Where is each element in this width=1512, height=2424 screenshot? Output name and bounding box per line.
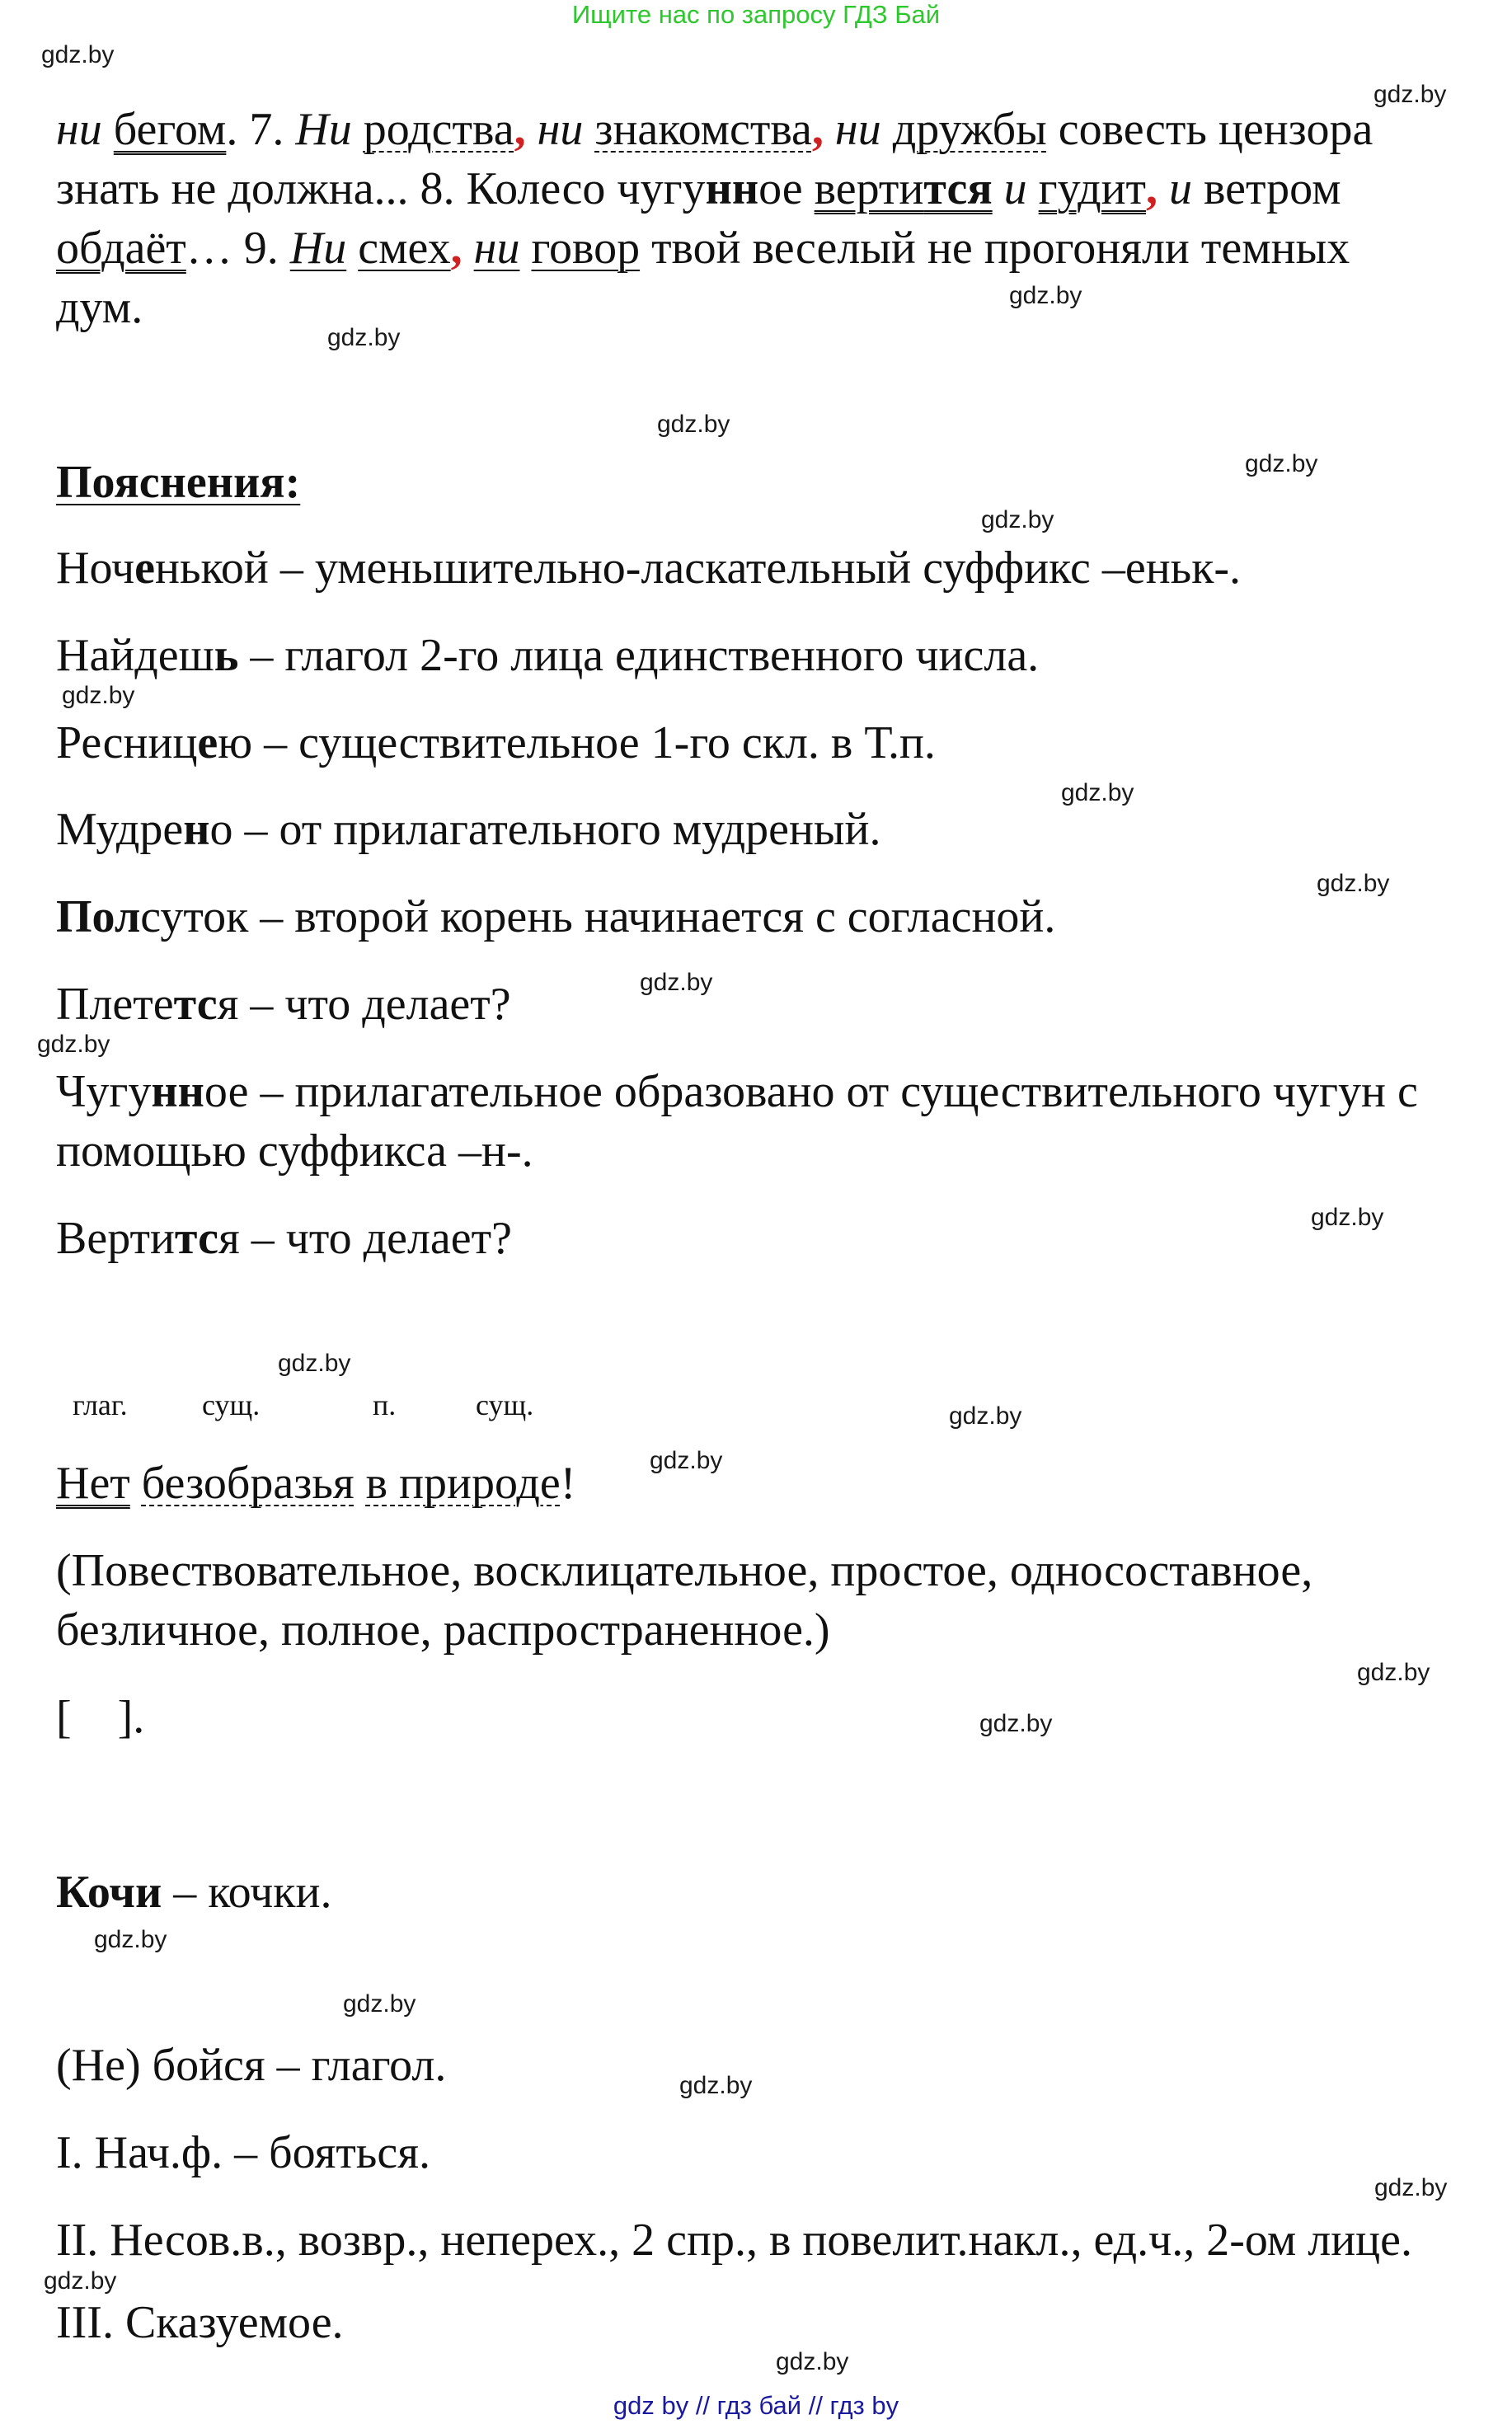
italic-word: ни	[537, 104, 584, 155]
morph-line: (Не) бойся – глагол.	[56, 2040, 447, 2091]
text-fragment: Найдеш	[56, 630, 214, 681]
text-fragment: … 9.	[185, 223, 290, 274]
text-fragment: Чугу	[56, 1066, 152, 1117]
bold-fragment: ь	[214, 630, 239, 681]
object-underlined: родства	[363, 104, 514, 155]
text-fragment: я – что делает?	[218, 1213, 512, 1264]
watermark: gdz.by	[278, 1350, 351, 1377]
pos-label: п.	[373, 1388, 397, 1421]
watermark: gdz.by	[650, 1447, 723, 1474]
watermark: gdz.by	[679, 2072, 753, 2099]
predicate-underlined: Нет	[56, 1458, 130, 1509]
italic-word: ни	[473, 223, 520, 274]
bold-fragment: нн	[705, 163, 759, 214]
watermark: gdz.by	[1373, 81, 1447, 108]
text-fragment: суток – второй корень начинается с согласной.	[140, 891, 1056, 942]
explanation-line	[56, 1061, 1418, 1122]
explanation-line	[56, 886, 1055, 947]
explanations-heading: Пояснения:	[56, 457, 301, 508]
italic-word: ни	[56, 104, 102, 155]
text-fragment: Мудре	[56, 804, 184, 855]
watermark: gdz.by	[776, 2348, 849, 2375]
text-fragment: нькой – уменьшительно-ласкательный суффикс –еньк-.	[155, 543, 1242, 594]
predicate-underlined	[815, 163, 993, 214]
object-underlined: дружбы	[892, 104, 1047, 155]
morph-line: III. Сказуемое.	[56, 2297, 344, 2348]
text-fragment: . 7.	[226, 104, 296, 155]
text-fragment: !	[560, 1458, 576, 1509]
sentence-scheme: [ ].	[56, 1692, 145, 1743]
predicate-underlined: обдаёт	[56, 223, 186, 274]
watermark: gdz.by	[1374, 2174, 1448, 2201]
text-fragment: ветром	[1192, 163, 1341, 214]
watermark: gdz.by	[41, 41, 115, 68]
bold-fragment: е	[134, 543, 156, 594]
watermark: gdz.by	[1311, 1204, 1384, 1231]
watermark: gdz.by	[343, 1990, 416, 2018]
footer-links[interactable]: gdz by // гдз бай // гдз by	[613, 2391, 899, 2420]
italic-word: и	[1003, 163, 1027, 214]
text-fragment: верти	[814, 163, 924, 214]
bold-fragment: Кочи	[56, 1867, 162, 1918]
explanation-line	[56, 538, 1241, 599]
red-comma: ,	[811, 104, 824, 155]
watermark: gdz.by	[1061, 779, 1134, 806]
subject-underlined: говор	[531, 223, 641, 274]
object-underlined: знакомства	[594, 104, 812, 155]
watermark: gdz.by	[640, 969, 713, 996]
bold-fragment: тся	[923, 163, 993, 214]
object-underlined: безобразья	[141, 1458, 355, 1509]
watermark: gdz.by	[981, 506, 1054, 533]
text-fragment: твой веселый не прогоняли темных	[640, 223, 1350, 274]
sentence-description: безличное, полное, распространенное.)	[56, 1604, 830, 1656]
text-line: дум.	[56, 282, 143, 333]
text-fragment: – глагол 2-го лица единственного числа.	[238, 630, 1040, 681]
bold-fragment: нн	[151, 1066, 204, 1117]
bold-fragment: н	[183, 804, 210, 855]
bold-fragment: Пол	[56, 891, 141, 942]
red-comma: ,	[450, 223, 463, 274]
bold-fragment: тс	[174, 1213, 218, 1264]
explanation-line	[56, 799, 881, 860]
watermark: gdz.by	[1357, 1659, 1430, 1686]
explanation-line	[56, 974, 511, 1035]
italic-word: и	[1169, 163, 1193, 214]
italic-word: ни	[834, 104, 881, 155]
watermark: gdz.by	[94, 1926, 167, 1953]
text-fragment: знать не должна... 8. Колесо чугу	[56, 163, 706, 214]
text-fragment: Ресниц	[56, 717, 198, 768]
watermark: gdz.by	[979, 1710, 1053, 1737]
watermark: gdz.by	[1009, 282, 1082, 309]
predicate-underlined: гудит	[1038, 163, 1147, 214]
text-fragment: Ноч	[56, 543, 135, 594]
text-fragment: ое	[758, 163, 815, 214]
bold-fragment: е	[197, 717, 218, 768]
watermark: gdz.by	[62, 682, 135, 709]
text-fragment: – кочки.	[162, 1867, 332, 1918]
italic-word: Ни	[295, 104, 352, 155]
text-fragment: ое – прилагательное образовано от существительного чугун с	[204, 1066, 1418, 1117]
kochi-line	[56, 1862, 331, 1923]
analyzed-sentence	[56, 1453, 575, 1514]
subject-underlined: смех	[358, 223, 451, 274]
adverbial-underlined: в природе	[365, 1458, 561, 1509]
morph-line: II. Несов.в., возвр., неперех., 2 спр., в повелит.накл., ед.ч., 2-ом лице.	[56, 2215, 1412, 2266]
watermark: gdz.by	[949, 1402, 1022, 1430]
watermark: gdz.by	[44, 2267, 117, 2295]
watermark: gdz.by	[327, 324, 401, 351]
red-comma: ,	[1146, 163, 1158, 214]
text-fragment: Верти	[56, 1213, 175, 1264]
text-line	[56, 218, 1350, 279]
watermark: gdz.by	[1245, 450, 1318, 477]
predicate-underlined: бегом	[113, 104, 227, 155]
text-fragment: ю – существительное 1-го скл. в Т.п.	[218, 717, 936, 768]
pos-label: сущ.	[202, 1388, 261, 1421]
pos-label: глаг.	[73, 1388, 128, 1421]
explanation-line	[56, 1208, 512, 1269]
watermark: gdz.by	[1317, 870, 1390, 897]
watermark: gdz.by	[657, 411, 730, 438]
sentence-description: (Повествовательное, восклицательное, простое, односоставное,	[56, 1545, 1313, 1596]
text-fragment: о – от прилагательного мудреный.	[209, 804, 881, 855]
watermark: gdz.by	[37, 1031, 110, 1058]
text-fragment: совесть цензора	[1046, 104, 1373, 155]
top-banner[interactable]: Ищите нас по запросу ГДЗ Бай	[571, 0, 941, 29]
text-line	[56, 99, 1373, 160]
explanation-line	[56, 712, 936, 773]
pos-label: сущ.	[476, 1388, 534, 1421]
text-fragment: я – что делает?	[217, 979, 511, 1030]
red-comma: ,	[514, 104, 526, 155]
explanation-line: помощью суффикса –н-.	[56, 1125, 533, 1177]
italic-word: Ни	[289, 223, 347, 274]
morph-line: I. Нач.ф. – бояться.	[56, 2127, 430, 2178]
text-fragment: Плете	[56, 979, 174, 1030]
bold-fragment: тс	[173, 979, 218, 1030]
text-line	[56, 158, 1341, 219]
explanation-line	[56, 625, 1039, 686]
